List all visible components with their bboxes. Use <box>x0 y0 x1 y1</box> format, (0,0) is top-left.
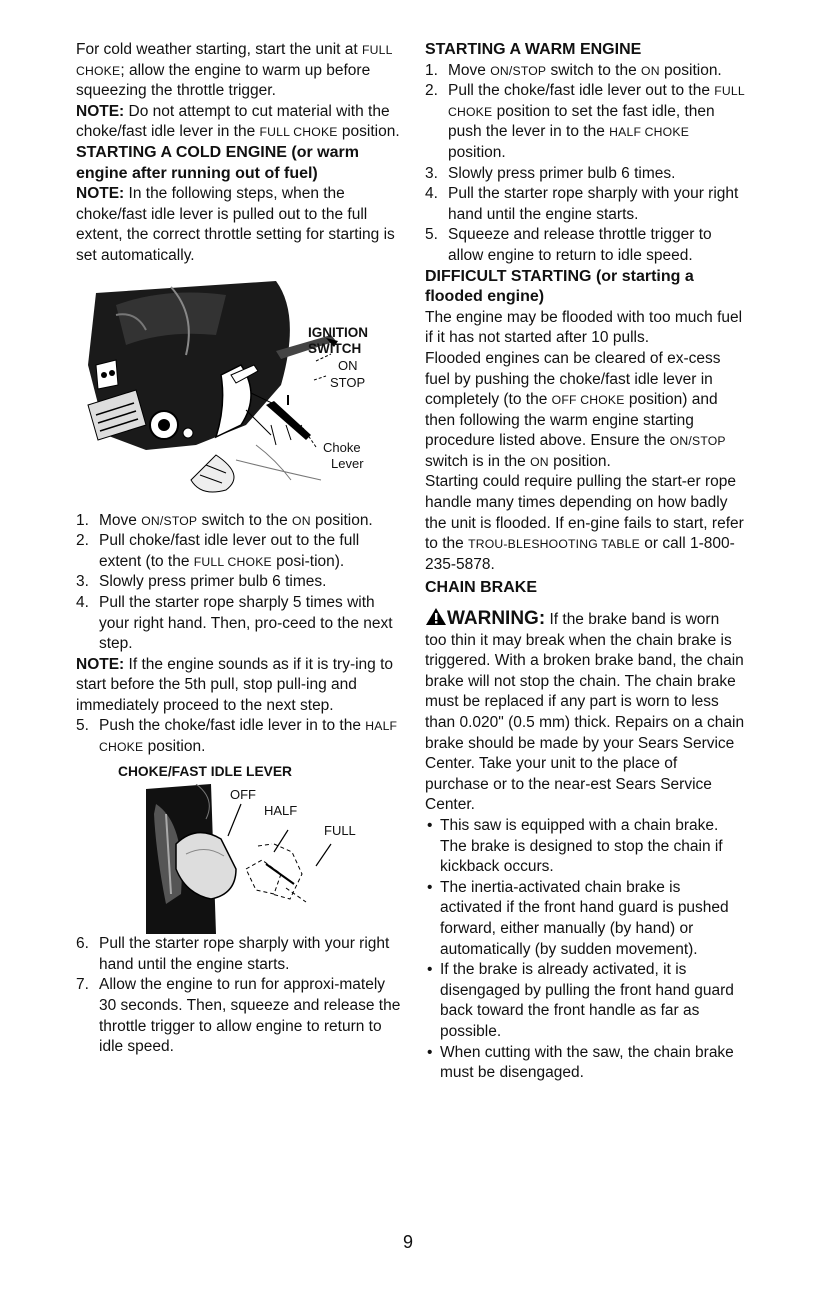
list-item: • The inertia-activated chain brake is activated if the front hand guard is pushed forward, either manually (by hand) or automatically (by sudden movement). <box>427 878 729 958</box>
label-off: OFF <box>230 787 256 803</box>
label-full: FULL <box>324 823 356 839</box>
list-item: 2. Pull the choke/fast idle lever out to the FULL CHOKE position to set the fast idle, then push the lever in to the HALF CHOKE position. <box>425 82 745 161</box>
warm-steps-list <box>425 61 745 267</box>
label-switch: SWITCH <box>308 340 362 356</box>
cold-step-5 <box>76 716 402 757</box>
label-on: ON <box>338 357 358 373</box>
intro-paragraph: For cold weather starting, start the unit at FULL CHOKE; allow the engine to warm up before squeezing the throttle trigger. <box>76 41 393 100</box>
note-throttle-setting: NOTE: In the following steps, when the choke/fast idle lever is pulled out to the full extent, the correct throttle setting for starting is set automatically. <box>76 185 395 264</box>
note-cut-material: NOTE: Do not attempt to cut material with the choke/fast idle lever in the FULL CHOKE position. <box>76 102 400 141</box>
bullet-icon: • <box>427 816 433 834</box>
troubleshooting-paragraph: Starting could require pulling the start-er rope handle many times depending on how badly the unit is flooded. If en-gine fails to start, refer to the TROU-BLESHOOTING TABLE or call 1-800-235-5878. <box>425 473 744 573</box>
warm-engine-heading: STARTING A WARM ENGINE <box>425 41 642 58</box>
label-choke: Choke <box>323 439 361 455</box>
list-item: 2. Pull choke/fast idle lever out to the full extent (to the FULL CHOKE posi-tion). <box>76 532 360 570</box>
label-ignition: IGNITION <box>308 324 368 340</box>
choke-lever-illustration <box>76 784 402 934</box>
bullet-icon: • <box>427 961 433 979</box>
bullet-icon: • <box>427 878 433 896</box>
clear-fuel-paragraph: Flooded engines can be cleared of ex-cess fuel by pushing the choke/fast idle lever in completely (to the OFF CHOKE position) and then following the warm engine starting procedure listed above. Ensure the ON/STOP switch is in the ON position. <box>425 349 726 470</box>
list-item: 5. Push the choke/fast idle lever in to the HALF CHOKE position. <box>76 717 398 756</box>
list-item: 3. Slowly press primer bulb 6 times. <box>76 573 327 591</box>
list-item: 1. Move ON/STOP switch to the ON position. <box>425 61 722 79</box>
list-item: • When cutting with the saw, the chain brake must be disengaged. <box>427 1043 734 1082</box>
bullet-icon: • <box>427 1043 433 1061</box>
label-stop: STOP <box>330 374 366 390</box>
list-item: • If the brake is already activated, it is disengaged by pulling the front hand guard back toward the front handle as far as possible. <box>427 961 734 1040</box>
list-item: 6. Pull the starter rope sharply with your right hand until the engine starts. <box>76 935 390 973</box>
warning-icon <box>425 607 447 626</box>
cold-steps-list-b <box>76 934 402 1058</box>
list-item: 7. Allow the engine to run for approxi-mately 30 seconds. Then, squeeze and release the throttle trigger to allow engine to return to idle speed. <box>76 976 401 1056</box>
choke-lever-figure <box>76 784 402 934</box>
list-item: 4. Pull the starter rope sharply with your right hand until the engine starts. <box>425 185 739 223</box>
list-item: 3. Slowly press primer bulb 6 times. <box>425 164 676 182</box>
right-column <box>425 40 745 1084</box>
choke-lever-caption: CHOKE/FAST IDLE LEVER <box>118 763 293 779</box>
label-lever: Lever <box>331 455 364 471</box>
list-item: • This saw is equipped with a chain brake. The brake is designed to stop the chain if kickback occurs. <box>427 816 723 876</box>
list-item: 4. Pull the starter rope sharply 5 times with your right hand. Then, pro-ceed to the next step. <box>76 593 393 653</box>
ignition-switch-figure <box>76 275 402 505</box>
flooded-paragraph: The engine may be flooded with too much fuel if it has not started after 10 pulls. <box>425 308 743 347</box>
warning-label: WARNING: <box>447 608 546 630</box>
list-item: 5. Squeeze and release throttle trigger to allow engine to return to idle speed. <box>425 226 712 264</box>
list-item: 1. Move ON/STOP switch to the ON position. <box>76 511 373 529</box>
cold-engine-heading: STARTING A COLD ENGINE (or warm engine after running out of fuel) <box>76 143 359 182</box>
difficult-starting-heading: DIFFICULT STARTING (or starting a flooded engine) <box>425 267 694 306</box>
label-half: HALF <box>264 803 298 819</box>
cold-steps-list-a <box>76 511 402 655</box>
left-column <box>76 40 402 1058</box>
chain-brake-bullets <box>425 816 745 1084</box>
note-early-start: NOTE: If the engine sounds as if it is try-ing to start before the 5th pull, stop pull-ing and immediately proceed to the next step. <box>76 655 394 714</box>
page-number: 9 <box>402 1232 413 1252</box>
chain-brake-heading: CHAIN BRAKE <box>425 579 537 597</box>
warning-paragraph: WARNING: If the brake band is worn too thin it may break when the chain brake is triggered. With a broken brake band, the chain brake will not stop the chain. The chain brake must be replaced if any part is worn to less than 0.020" (0.5 mm) thick. Repairs on a chain brake should be made by your Sears Service Center. Take your unit to the place of purchase or to the near-est Sears Service Center. <box>425 608 745 814</box>
